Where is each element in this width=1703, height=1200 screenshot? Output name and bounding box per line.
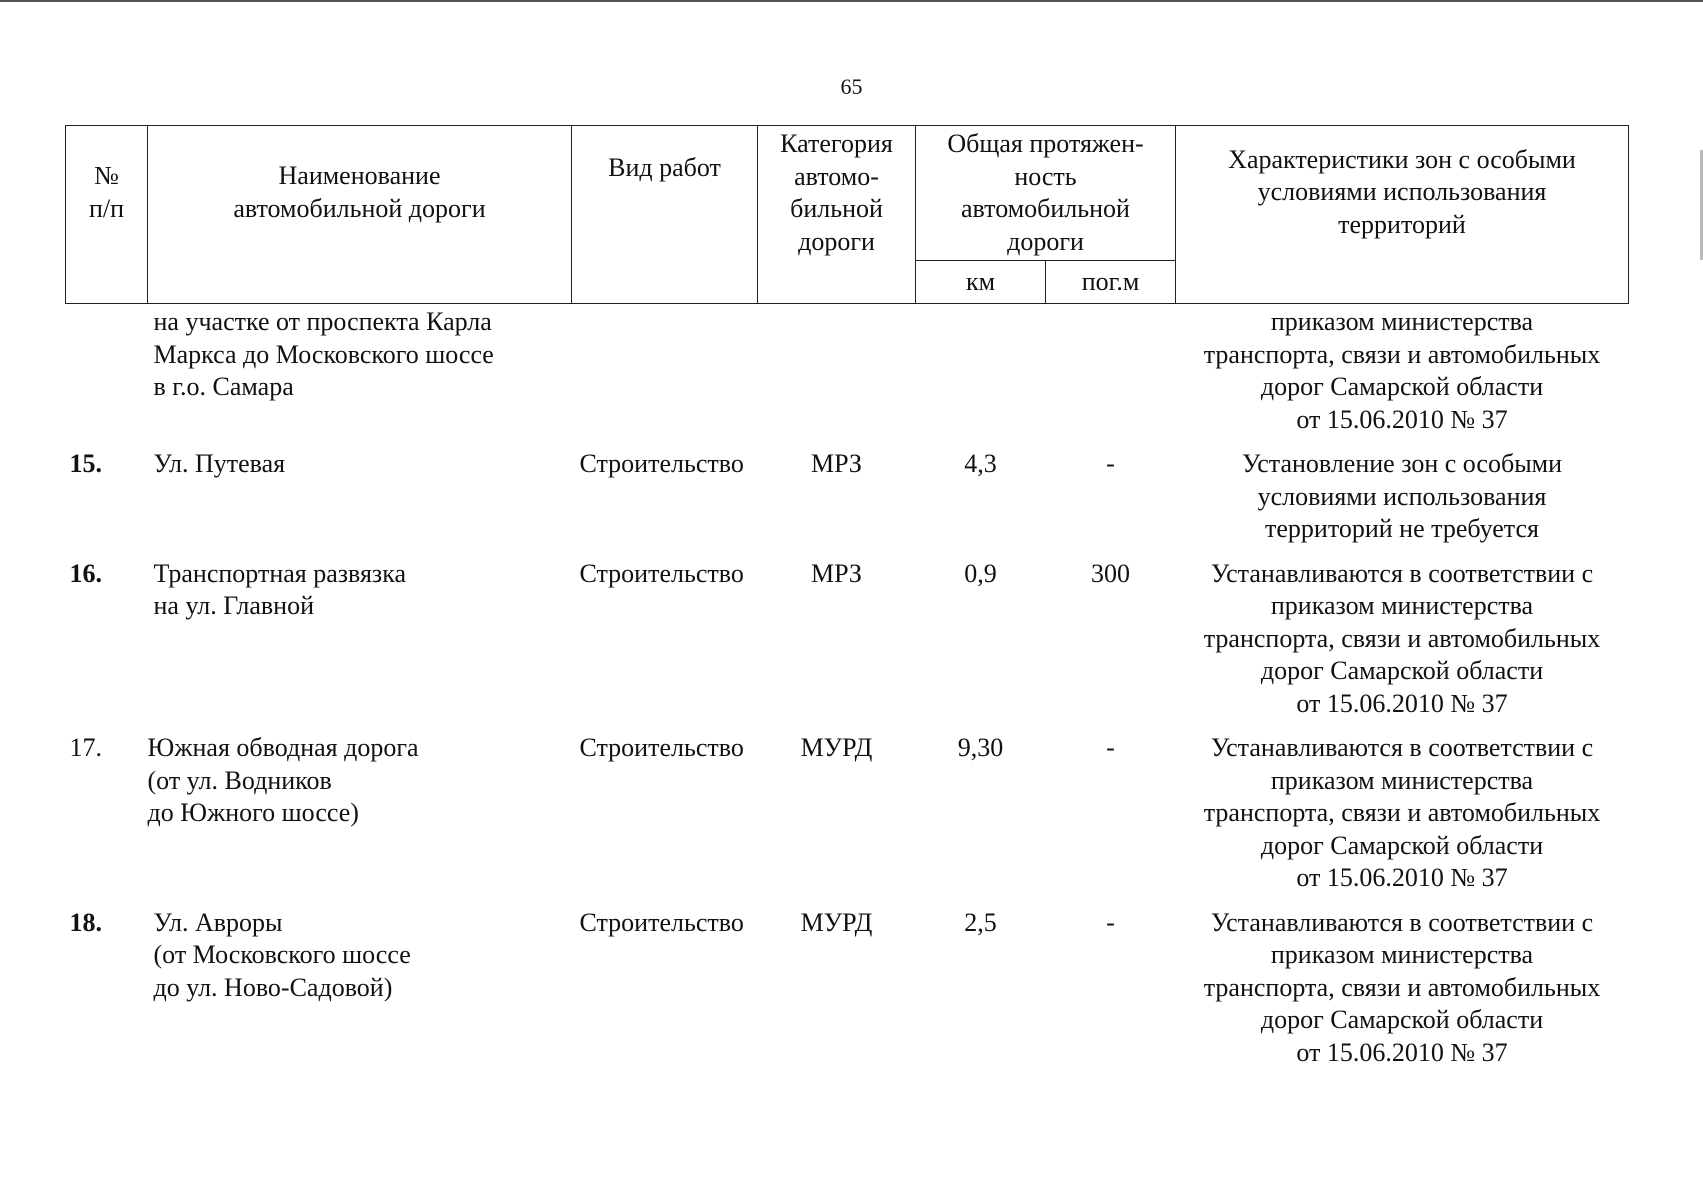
cell-num: 15. <box>69 449 102 478</box>
cell-road-name: на участке от проспекта Карла Маркса до Московского шоссе в г.о. Самара <box>153 307 494 401</box>
cell-linear-m: 300 <box>1091 558 1130 588</box>
cell-category: МУРД <box>800 907 873 937</box>
cell-category <box>758 304 916 439</box>
header-km: км <box>916 261 1046 304</box>
cell-km: 0,9 <box>964 558 997 588</box>
cell-work-type: Строительство <box>579 733 744 762</box>
cell-num <box>66 304 148 439</box>
cell-num: 18. <box>69 907 102 937</box>
table-row-continuation <box>66 304 1629 439</box>
cell-linear-m <box>1046 304 1176 439</box>
cell-category: МРЗ <box>811 558 862 588</box>
table-row <box>66 722 1629 897</box>
cell-road-name: Ул. Авроры (от Московского шоссе до ул. Ново-Садовой) <box>153 907 411 1002</box>
cell-linear-m: - <box>1106 449 1115 478</box>
cell-category: МУРД <box>800 733 873 762</box>
header-work-type: Вид работ <box>572 126 758 304</box>
cell-num: 16. <box>69 558 102 588</box>
cell-km: 9,30 <box>957 733 1004 762</box>
cell-linear-m: - <box>1106 907 1115 937</box>
cell-work-type: Строительство <box>579 907 744 937</box>
cell-linear-m: - <box>1106 733 1115 762</box>
cell-km: 2,5 <box>964 907 997 937</box>
cell-km <box>916 304 1046 439</box>
cell-road-name: Южная обводная дорога (от ул. Водников до Южного шоссе) <box>147 733 419 827</box>
cell-km: 4,3 <box>964 449 997 478</box>
table-row <box>66 438 1629 548</box>
cell-road-name: Транспортная развязка на ул. Главной <box>153 558 406 620</box>
page-number: 65 <box>840 74 863 99</box>
scan-top-edge <box>0 0 1703 2</box>
table-header <box>66 126 1629 304</box>
cell-work-type: Строительство <box>579 449 744 478</box>
header-characteristics: Характеристики зон с особыми условиями использования территорий <box>1176 126 1629 304</box>
cell-num: 17. <box>69 733 102 762</box>
header-num: № п/п <box>66 126 148 304</box>
table-row <box>66 548 1629 723</box>
cell-characteristics: Устанавливаются в соответствии с приказом министерства транспорта, связи и автомобильных дорог Самарской области от 15.06.2010 № 37 <box>1203 733 1601 892</box>
cell-characteristics: Установление зон с особыми условиями использования территорий не требуется <box>1241 449 1563 543</box>
cell-work-type: Строительство <box>579 558 744 588</box>
cell-characteristics: приказом министерства транспорта, связи и автомобильных дорог Самарской области от 15.06.2010 № 37 <box>1203 307 1601 434</box>
header-road-name: Наименование автомобильной дороги <box>148 126 572 304</box>
cell-characteristics: Устанавливаются в соответствии с приказом министерства транспорта, связи и автомобильных дорог Самарской области от 15.06.2010 № 37 <box>1203 558 1601 718</box>
header-linear-m: пог.м <box>1046 261 1176 304</box>
table-row <box>66 897 1629 1072</box>
cell-category: МРЗ <box>811 449 862 478</box>
cell-characteristics: Устанавливаются в соответствии с приказом министерства транспорта, связи и автомобильных дорог Самарской области от 15.06.2010 № 37 <box>1203 907 1601 1067</box>
cell-road-name: Ул. Путевая <box>153 449 286 478</box>
header-category: Категория автомо- бильной дороги <box>758 126 916 304</box>
roads-table <box>65 125 1629 1071</box>
table-body <box>66 304 1629 1072</box>
cell-work-type <box>572 304 758 439</box>
header-total-length: Общая протяжен- ность автомобильной дороги <box>916 126 1176 261</box>
